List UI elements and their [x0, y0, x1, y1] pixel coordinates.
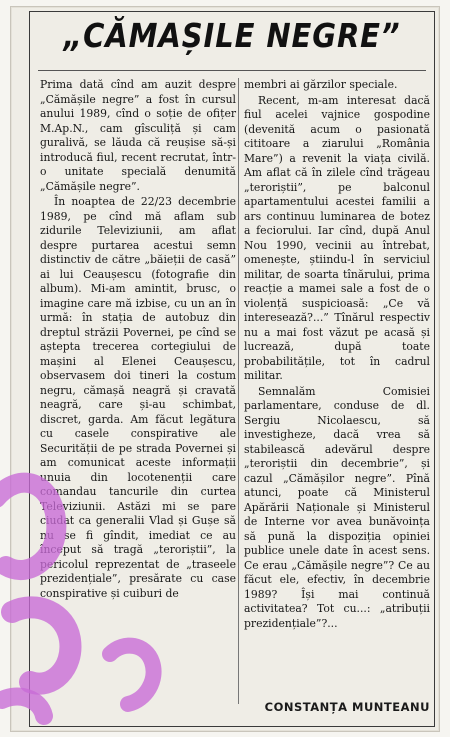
author-signature: CONSTANȚA MUNTEANU [264, 700, 430, 714]
column-divider [238, 78, 239, 704]
paragraph-continuation: membri ai gărzilor speciale. [244, 78, 398, 91]
paragraph-intro: Prima dată cînd am auzit despre „Cămășile negre” a fost în cursul anului 1989, cînd o soție de ofițer M.Ap.N., cam gîsculiță și cam guralivă, se lăuda că reușise să-și introducă fiul, recent recrutat, într-o unitate specială denumită „Cămășile negre”. [40, 78, 236, 193]
paragraph-recent-inquiry: Recent, m-am interesat dacă fiul acelei vajnice gospodine (devenită acum o pasionată cititoare a ziarului „România Mare”) a revenit la viața civilă. Am aflat că în zilele cînd trăgeau „teroriștii”, pe balconul apartamentului acestei familii a ars continuu luminarea de botez a feciorului. Iar cînd, după Anul Nou 1990, vecinii au întrebat, omenește, știindu-l în serviciul militar, de soarta tînărului, prima reacție a mamei sale a fost de o violență suspicioasă: „Ce vă interesează?...” Tînărul respectiv nu a mai fost văzut pe acasă și lucrează, după toate probabilitățile, tot în cadrul militar. [244, 93, 430, 382]
paragraph-commission-appeal: Semnalăm Comisiei parlamentare, conduse de dl. Sergiu Nicolaescu, să investigheze, dacă vrea să stabilească adevărul despre „teroriștii din decembrie”, și cazul „Cămășilor negre”. Pînă atunci, poate că Ministerul Apărării Naționale și Ministerul de Interne vor avea bunăvoința să pună la dispoziția opiniei publice unele date în acest sens. Ce erau „Cămășile negre”? Ce au făcut ele, efectiv, în decembrie 1989? Își mai continuă activitatea? Tot cu...: „atribuții prezidențiale”?... [244, 384, 430, 630]
headline-rule [38, 70, 426, 71]
article-column-left [40, 78, 236, 602]
article-frame [29, 11, 435, 727]
article-column-right [244, 78, 430, 632]
newspaper-clipping [10, 6, 440, 732]
article-headline: „CĂMAȘILE NEGRE” [63, 16, 401, 55]
paragraph-december-night: În noaptea de 22/23 decembrie 1989, pe cînd mă aflam sub zidurile Televiziunii, am aflat despre purtarea acestui semn distinctiv de către „băieții de casă” ai lui Ceaușescu (fotografie din album). Mi-am amintit, brusc, o imagine care mă izbise, cu un an în urmă: în stația de autobuz din dreptul străzii Povernei, pe cînd se aștepta trecerea cortegiului de mașini al Elenei Ceaușescu, observasem doi tineri la costum negru, cămașă neagră și cravată neagră, care și-au schimbat, discret, garda. Am făcut legătura cu casele conspirative ale Securității de pe strada Povernei și am comunicat aceste informații unuia din locotenenții care comandau tancurile din curtea Televiziunii. Astăzi mi se pare ciudat ca generalii Vlad și Gușe să nu se fi gîndit, imediat ce au început să tragă „teroriștii”, la pericolul reprezentat de „traseele prezidențiale”, presărate cu case conspirative și cuiburi de [40, 195, 236, 600]
